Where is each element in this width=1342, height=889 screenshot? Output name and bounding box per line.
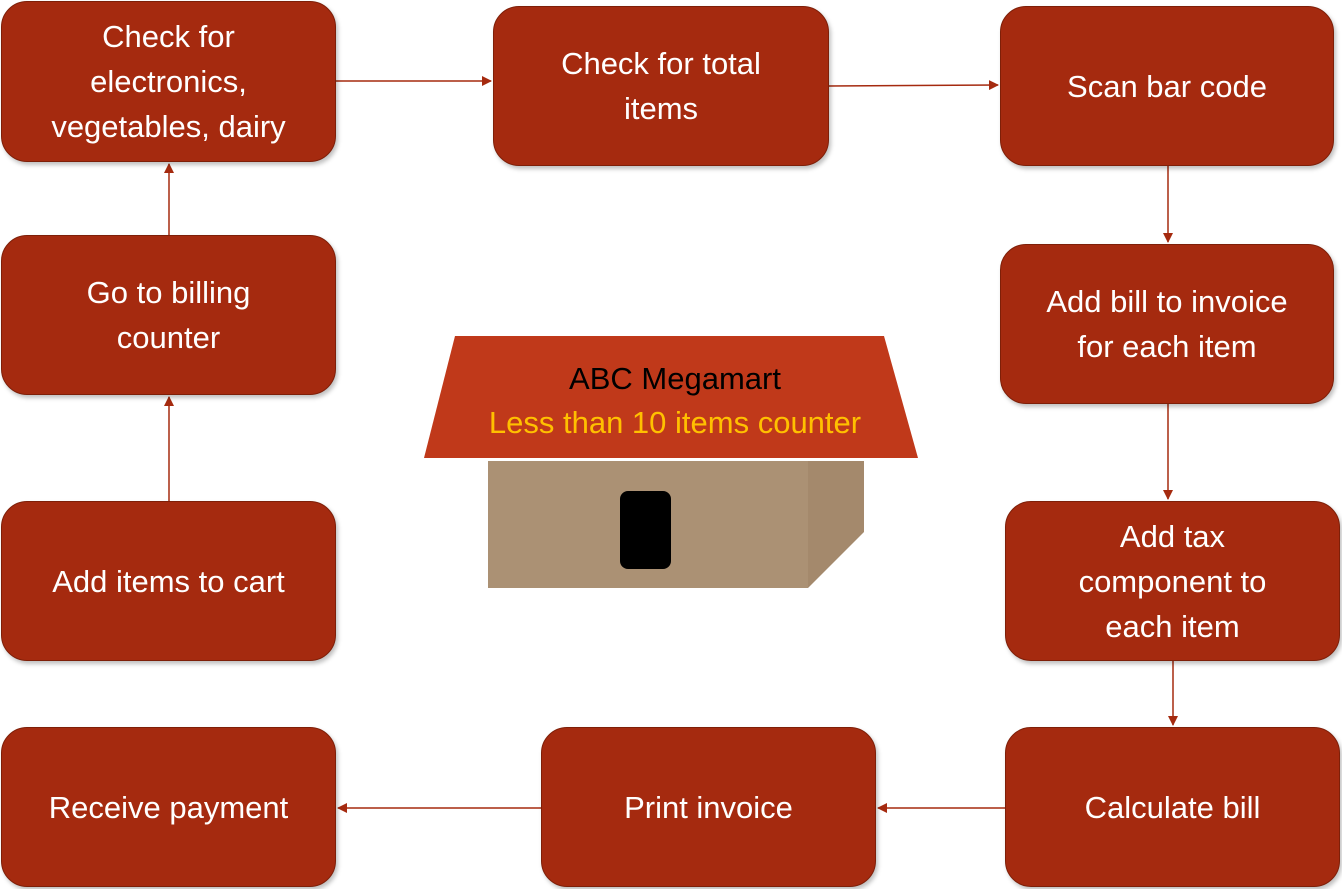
node-scan-bar-code — [1000, 6, 1334, 166]
node-add-bill-to-invoice — [1000, 244, 1334, 404]
store-door — [620, 491, 671, 569]
node-line: items — [623, 91, 699, 126]
node-line: Add tax — [1119, 518, 1226, 554]
node-line: Check for — [102, 19, 235, 54]
node-add-items-to-cart — [1, 501, 336, 661]
node-check-total-items — [493, 6, 829, 166]
node-line: Add items to cart — [52, 563, 285, 599]
node-line: Go to billing — [86, 275, 251, 310]
node-line: counter — [116, 320, 221, 355]
node-line: each item — [1105, 608, 1240, 644]
store-title: ABC Megamart — [569, 361, 781, 396]
node-line: electronics, — [90, 64, 247, 99]
node-line: component to — [1078, 563, 1267, 599]
node-line: Add bill to invoice — [1046, 284, 1288, 319]
node-add-tax-component — [1005, 501, 1340, 661]
node-calculate-bill — [1005, 727, 1340, 887]
node-line: Check for total — [561, 46, 761, 81]
node-line: for each item — [1077, 329, 1257, 364]
node-line: Print invoice — [624, 789, 793, 825]
node-line: Receive payment — [48, 789, 289, 825]
node-line: Calculate bill — [1084, 789, 1261, 825]
store-subtitle: Less than 10 items counter — [488, 405, 862, 440]
node-go-to-billing-counter — [1, 235, 336, 395]
node-print-invoice — [541, 727, 876, 887]
node-check-electronics — [1, 1, 336, 162]
node-line: Scan bar code — [1067, 68, 1267, 104]
node-receive-payment — [1, 727, 336, 887]
node-line: vegetables, dairy — [51, 109, 286, 144]
store-wall-side — [808, 461, 864, 588]
edge-check-total-to-scan — [829, 85, 998, 86]
